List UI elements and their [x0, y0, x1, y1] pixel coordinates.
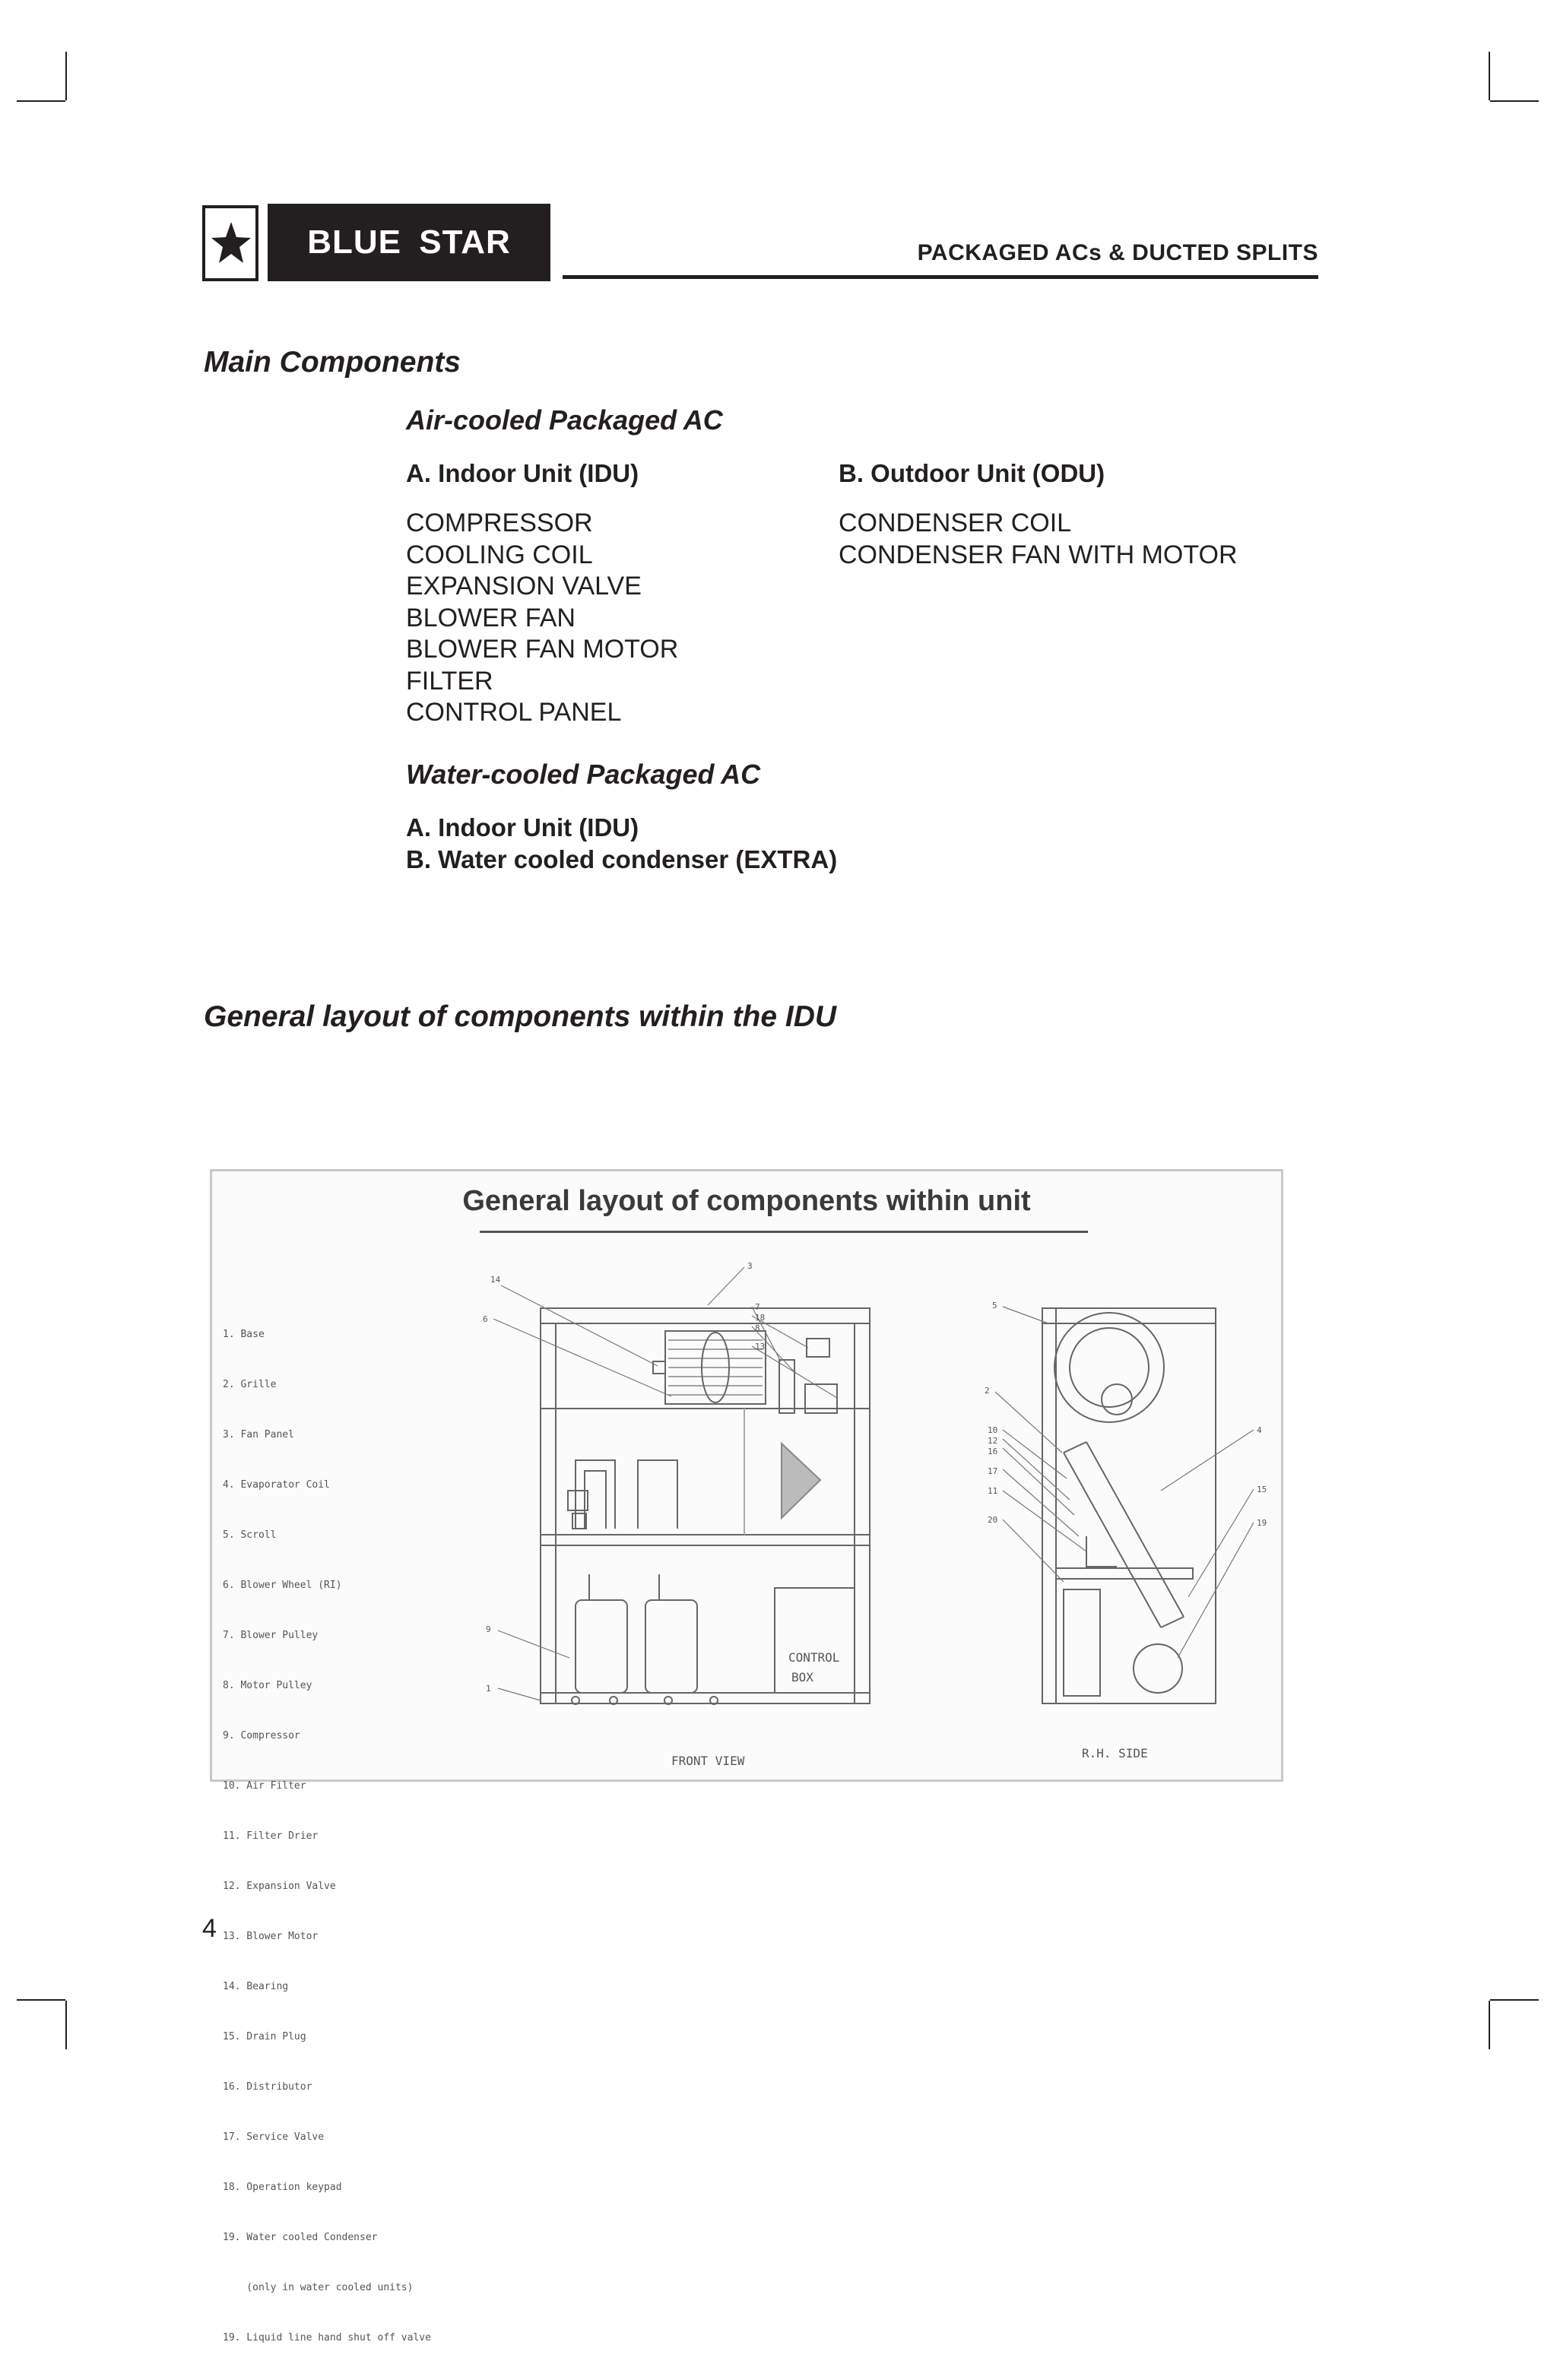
crop-mark-bottom-left-v [65, 2001, 67, 2049]
legend-item: 8. Motor Pulley [223, 1680, 312, 1691]
legend-item: 16. Distributor [223, 2081, 312, 2093]
callout-label: 10 [988, 1425, 998, 1435]
logo-star-icon [202, 205, 258, 281]
crop-mark-top-right-v [1489, 52, 1490, 100]
side-view-drawing [1042, 1308, 1216, 1703]
crop-mark-top-left-h [17, 100, 65, 102]
callout-label: 9 [486, 1624, 491, 1634]
crop-mark-bottom-left-h [17, 1999, 65, 2001]
document-title: PACKAGED ACs & DUCTED SPLITS [917, 240, 1318, 265]
legend-item: 18. Operation keypad [223, 2182, 342, 2193]
page-number: 4 [202, 1914, 217, 1943]
legend-item: 1. Base [223, 1329, 265, 1340]
unit-drawing [212, 1171, 1281, 1779]
legend-item: 11. Filter Drier [223, 1830, 319, 1842]
legend-item: 3. Fan Panel [223, 1429, 294, 1440]
brand-logo: BLUE STAR [268, 204, 550, 281]
callout-label: 20 [988, 1515, 998, 1525]
crop-mark-bottom-right-h [1490, 1999, 1539, 2001]
legend-item: 10. Air Filter [223, 1780, 306, 1792]
callout-label: 5 [992, 1301, 997, 1310]
callout-label: 4 [1257, 1425, 1262, 1435]
section-title-main-components: Main Components [204, 346, 461, 379]
callout-label: 7 [755, 1302, 760, 1312]
component-layout-figure [210, 1169, 1283, 2344]
front-view-drawing [541, 1308, 870, 1704]
callout-label: 17 [988, 1466, 998, 1476]
section-title-general-layout: General layout of components within the IDU [204, 1000, 837, 1033]
side-view-label: R.H. SIDE [1082, 1746, 1148, 1760]
callout-label: 12 [988, 1436, 998, 1446]
water-cooled-item: B. Water cooled condenser (EXTRA) [406, 845, 838, 873]
callout-label: 11 [988, 1486, 998, 1496]
callout-label: 15 [1257, 1485, 1267, 1494]
front-view-label: FRONT VIEW [671, 1754, 745, 1768]
idu-heading: A. Indoor Unit (IDU) [406, 459, 639, 487]
legend-item: 4. Evaporator Coil [223, 1479, 330, 1491]
callout-label: 13 [755, 1342, 766, 1352]
subsection-title-air-cooled: Air-cooled Packaged AC [406, 404, 723, 436]
list-item: EXPANSION VALVE [406, 572, 642, 601]
callout-label: 19 [1257, 1518, 1267, 1528]
odu-heading: B. Outdoor Unit (ODU) [839, 459, 1105, 487]
list-item: BLOWER FAN [406, 603, 576, 632]
legend-item: (only in water cooled units) [223, 2282, 414, 2293]
legend-item: 12. Expansion Valve [223, 1881, 336, 1892]
legend-item: 9. Compressor [223, 1730, 300, 1741]
callout-label: 14 [490, 1275, 501, 1285]
callout-label: 18 [755, 1313, 766, 1323]
list-item: COOLING COIL [406, 540, 593, 569]
control-box-label: CONTROL [788, 1650, 840, 1665]
control-box-label: BOX [791, 1670, 813, 1684]
legend-item: 14. Bearing [223, 1981, 289, 1992]
callout-label: 1 [486, 1684, 491, 1694]
subsection-title-water-cooled: Water-cooled Packaged AC [406, 759, 761, 790]
legend-item: 17. Service Valve [223, 2131, 325, 2143]
callout-label: 16 [988, 1447, 998, 1456]
list-item: CONTROL PANEL [406, 698, 622, 727]
callout-label: 3 [747, 1261, 753, 1271]
crop-mark-top-left-v [65, 52, 67, 100]
callout-label: 8 [755, 1323, 760, 1333]
list-item: BLOWER FAN MOTOR [406, 635, 679, 664]
crop-mark-bottom-right-v [1489, 2001, 1490, 2049]
list-item: CONDENSER FAN WITH MOTOR [839, 540, 1238, 569]
list-item: FILTER [406, 666, 493, 696]
legend-item: 19. Liquid line hand shut off valve [223, 2332, 431, 2344]
legend-item: 15. Drain Plug [223, 2031, 306, 2042]
callout-label: 6 [483, 1314, 488, 1324]
idu-component-list [406, 508, 678, 729]
list-item: COMPRESSOR [406, 509, 593, 537]
legend-item: 5. Scroll [223, 1529, 277, 1541]
odu-component-list [839, 508, 1238, 571]
header-divider [563, 275, 1318, 279]
legend-item: 13. Blower Motor [223, 1931, 319, 1942]
legend-item: 2. Grille [223, 1379, 277, 1390]
legend-item: 19. Water cooled Condenser [223, 2232, 378, 2243]
figure-title: General layout of components within unit [462, 1185, 1031, 1217]
water-cooled-item: A. Indoor Unit (IDU) [406, 813, 639, 841]
legend-item: 6. Blower Wheel (RI) [223, 1580, 342, 1591]
crop-mark-top-right-h [1490, 100, 1539, 102]
callout-label: 2 [985, 1386, 990, 1396]
legend-item: 7. Blower Pulley [223, 1630, 319, 1641]
list-item: CONDENSER COIL [839, 509, 1072, 537]
